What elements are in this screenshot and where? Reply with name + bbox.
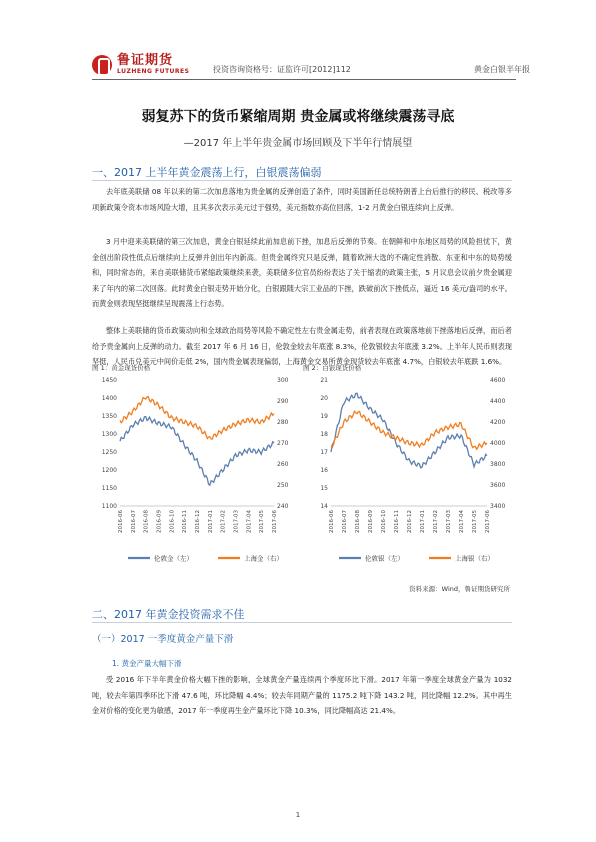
page-number: 1	[295, 811, 301, 819]
header-divider	[92, 79, 516, 80]
figure1-caption: 图 1：黄金现货价格	[92, 364, 151, 372]
logo-cn-text: 鲁证期货	[117, 53, 174, 68]
silver-right-tick: 3400	[490, 503, 506, 510]
silver-right-tick: 4400	[490, 398, 506, 405]
silver-price-chart	[303, 374, 513, 574]
gold-right-tick: 290	[277, 398, 289, 405]
silver-left-tick: 15	[320, 485, 328, 492]
section2-rule	[92, 622, 512, 623]
gold-left-tick: 1200	[101, 467, 117, 474]
silver-legend-label: 伦敦银（左）	[365, 554, 404, 563]
logo-en-text: LUZHENG FUTURES	[117, 68, 190, 75]
gold-left-tick: 1300	[101, 431, 117, 438]
silver-left-tick: 18	[320, 431, 328, 438]
gold-right-tick: 240	[277, 503, 289, 510]
section1-paragraph-1: 去年底美联储 08 年以来的第二次加息落地为贵金属的反弹创造了条件，同时美国新任总统特朗普上台后推行的移民、税改等多项新政策令资本市场风险大增，且其多次表示美元过于强势，美元指数亦高位回落，1-2 月黄金白银连续向上反弹。	[92, 187, 512, 212]
report-subtitle: —2017 年上半年贵金属市场回顾及下半年行情展望	[183, 138, 413, 149]
silver-x-tick: 2017-02	[433, 510, 439, 533]
gold-left-tick: 1100	[101, 503, 117, 510]
section2-subheading: （一）2017 一季度黄金产量下滑	[92, 634, 234, 645]
gold-x-tick: 2017-03	[233, 510, 240, 533]
silver-x-tick: 2016-06	[329, 510, 335, 533]
silver-series-line	[331, 393, 487, 468]
silver-right-tick: 3600	[490, 482, 506, 489]
gold-left-tick: 1350	[101, 413, 117, 420]
gold-series-line	[120, 396, 274, 439]
gold-x-tick: 2016-09	[156, 510, 163, 533]
figure2-caption: 图 2：白银现货价格	[303, 364, 362, 372]
section1-paragraph-2: 3 月中迎来美联储的第三次加息，黄金白银延续此前加息前下挫，加息后反弹的节奏。在朝鲜和中东地区局势的风险担忧下，黄金创出阶段性低点后继续向上反弹并创出年内新高。但贵金属终究只是反弹，随着欧洲大选的不确定性消散、东亚和中东的局势缓和，同时常态的，来自美联储货币紧缩政策继续来袭，美联储多位官员纷纷表达了关于缩表的政策主张，5 月议息会议前夕贵金属迎来了年内的第二次回落。此时黄金白银走势开始分化，白银跟随大宗工业品的下挫，跌破前次下挫低点，逼近 16 美元/盎司的水平。而黄金则表现坚挺继续呈现震荡上行态势。	[92, 237, 512, 308]
brand-logo	[92, 54, 189, 75]
silver-legend-label: 上海银（右）	[455, 554, 494, 563]
gold-price-chart	[92, 374, 300, 574]
gold-legend-label: 上海金（右）	[244, 554, 283, 563]
section2-paragraph-1: 受 2016 年下半年黄金价格大幅下挫的影响，全球黄金产量连续两个季度环比下滑。2017 年第一季度全球黄金产量为 1032 吨，较去年第四季环比下滑 47.6 吨，环比降幅 4.4%；较去年同期产量的 1175.2 吨下降 143.2 吨，同比降幅 12.2%。其中再生金对价格的变化更为敏感，2017 年一季度再生金产量环比下降 10.3%，同比降幅高达 21.4%。	[92, 675, 512, 715]
silver-x-tick: 2016-12	[407, 510, 413, 533]
gold-x-tick: 2016-06	[118, 510, 124, 533]
silver-left-tick: 20	[320, 395, 328, 402]
report-type: 黄金白银半年报	[474, 65, 530, 74]
gold-left-tick: 1150	[101, 485, 117, 492]
section1-heading: 一、2017 上半年黄金震荡上行，白银震荡偏弱	[92, 166, 322, 179]
gold-right-tick: 280	[277, 419, 289, 426]
logo-mark-icon	[92, 55, 112, 75]
silver-right-tick: 4200	[490, 419, 506, 426]
gold-right-tick: 300	[277, 377, 289, 384]
silver-x-tick: 2017-06	[485, 510, 491, 533]
section2-heading: 二、2017 年黄金投资需求不佳	[92, 608, 245, 621]
silver-left-tick: 17	[320, 449, 328, 456]
silver-right-tick: 4000	[490, 440, 506, 447]
gold-x-tick: 2016-07	[130, 510, 137, 533]
silver-x-tick: 2016-10	[381, 510, 387, 533]
gold-x-tick: 2016-08	[143, 510, 150, 533]
silver-x-tick: 2017-03	[446, 510, 452, 533]
silver-x-tick: 2016-11	[394, 510, 400, 533]
report-title: 弱复苏下的货币紧缩周期 贵金属或将继续震荡寻底	[141, 109, 455, 125]
gold-x-tick: 2016-10	[169, 510, 176, 533]
section2-item-heading: 1. 黄金产量大幅下滑	[112, 659, 182, 668]
silver-left-tick: 16	[320, 467, 328, 474]
gold-left-tick: 1450	[101, 377, 117, 384]
gold-right-tick: 250	[277, 482, 289, 489]
section1-paragraph-3: 整体上美联储的货币政策动向和全球政治局势等风险不确定性左右贵金属走势，前者表现在政策落地前下挫落地后反弹，而后者给予贵金属向上反弹的动力。截至 2017 年 6 月 16 日，伦敦金较去年底涨 8.3%，伦敦银较去年底涨 3.2%。上半年人民币则表现坚挺，人民币兑美元中间价走低 2%，国内贵金属表现偏弱，上海黄金交易所黄金现货较去年底涨 4.7%，白银较去年底跌 1.6%。	[92, 326, 512, 366]
section1-rule	[92, 180, 512, 181]
gold-x-tick: 2016-11	[182, 510, 189, 533]
gold-x-tick: 2017-05	[259, 510, 266, 533]
silver-left-tick: 19	[320, 413, 328, 420]
gold-x-tick: 2017-02	[220, 510, 227, 533]
silver-left-tick: 21	[320, 377, 328, 384]
silver-right-tick: 4600	[490, 377, 506, 384]
gold-left-tick: 1400	[101, 395, 117, 402]
silver-x-tick: 2016-08	[355, 510, 361, 533]
gold-x-tick: 2017-01	[207, 510, 214, 533]
gold-x-tick: 2017-06	[272, 510, 278, 533]
figure-source: 资料来源：Wind，鲁证期货研究所	[409, 585, 510, 593]
gold-x-tick: 2017-04	[246, 510, 253, 533]
gold-legend-label: 伦敦金（左）	[154, 554, 193, 563]
silver-x-tick: 2017-04	[459, 510, 465, 533]
gold-right-tick: 260	[277, 461, 289, 468]
silver-x-tick: 2016-07	[342, 510, 348, 533]
silver-right-tick: 3800	[490, 461, 506, 468]
gold-x-tick: 2016-12	[195, 510, 201, 533]
license-text: 投资咨询资格号：证监许可[2012]112	[213, 65, 351, 74]
gold-left-tick: 1250	[101, 449, 117, 456]
silver-x-tick: 2017-05	[472, 510, 478, 533]
gold-right-tick: 270	[277, 440, 289, 447]
silver-left-tick: 14	[320, 503, 328, 510]
silver-x-tick: 2016-09	[368, 510, 374, 533]
silver-x-tick: 2017-01	[420, 510, 426, 533]
